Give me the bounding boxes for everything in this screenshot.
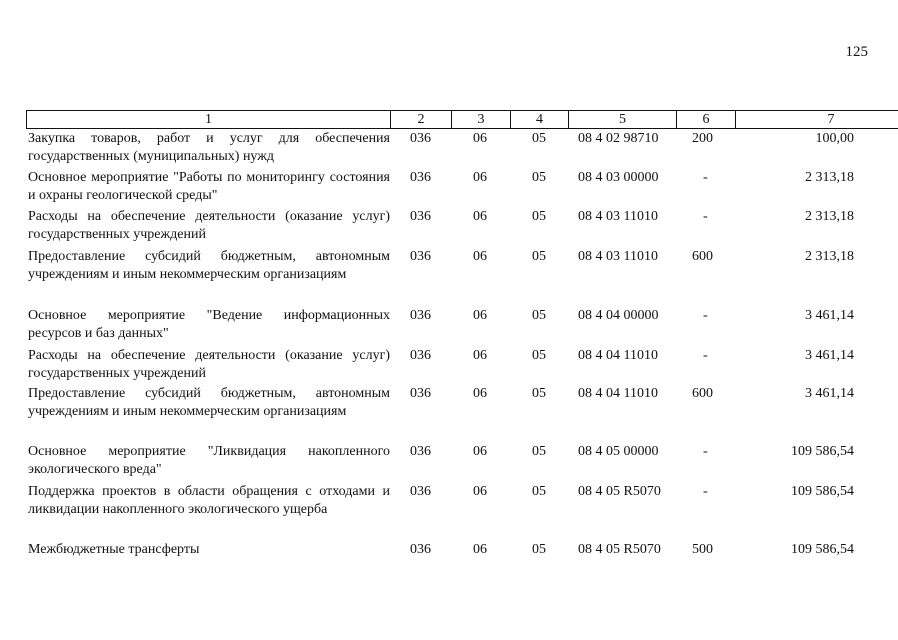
row-subsection: 05 xyxy=(532,308,546,323)
row-section: 06 xyxy=(473,444,487,459)
row-admin-code: 036 xyxy=(410,542,431,557)
row-subsection: 05 xyxy=(532,131,546,146)
row-subsection: 05 xyxy=(532,348,546,363)
header-col-4: 4 xyxy=(511,111,569,129)
row-section: 06 xyxy=(473,170,487,185)
row-amount: 109 586,54 xyxy=(791,444,854,459)
row-expense-type: 200 xyxy=(692,131,713,146)
row-expense-type: - xyxy=(703,348,708,363)
page-number: 125 xyxy=(845,44,868,60)
row-amount: 3 461,14 xyxy=(805,348,854,363)
row-subsection: 05 xyxy=(532,444,546,459)
row-name: Межбюджетные трансферты xyxy=(28,542,200,557)
row-name: Предоставление субсидий бюджетным, автономным учреждениям и иным некоммерческим организациям xyxy=(28,249,390,282)
row-target-code: 08 4 02 98710 xyxy=(578,131,659,146)
row-name: Расходы на обеспечение деятельности (оказание услуг) государственных учреждений xyxy=(28,209,390,242)
row-amount: 2 313,18 xyxy=(805,170,854,185)
row-amount: 100,00 xyxy=(815,131,854,146)
row-name: Основное мероприятие "Ликвидация накопленного экологического вреда" xyxy=(28,444,390,477)
row-expense-type: - xyxy=(703,444,708,459)
row-subsection: 05 xyxy=(532,542,546,557)
row-target-code: 08 4 03 11010 xyxy=(578,209,658,224)
header-col-1: 1 xyxy=(27,111,391,129)
row-admin-code: 036 xyxy=(410,386,431,401)
row-target-code: 08 4 04 00000 xyxy=(578,308,659,323)
row-section: 06 xyxy=(473,484,487,499)
row-section: 06 xyxy=(473,308,487,323)
row-subsection: 05 xyxy=(532,249,546,264)
row-section: 06 xyxy=(473,131,487,146)
row-target-code: 08 4 05 00000 xyxy=(578,444,659,459)
row-name: Основное мероприятие "Работы по мониторингу состояния и охраны геологической среды" xyxy=(28,170,390,203)
row-target-code: 08 4 04 11010 xyxy=(578,386,658,401)
row-amount: 109 586,54 xyxy=(791,542,854,557)
row-section: 06 xyxy=(473,348,487,363)
row-expense-type: 500 xyxy=(692,542,713,557)
row-expense-type: 600 xyxy=(692,386,713,401)
row-expense-type: - xyxy=(703,170,708,185)
row-admin-code: 036 xyxy=(410,308,431,323)
row-subsection: 05 xyxy=(532,386,546,401)
row-admin-code: 036 xyxy=(410,444,431,459)
row-expense-type: - xyxy=(703,209,708,224)
row-name: Расходы на обеспечение деятельности (оказание услуг) государственных учреждений xyxy=(28,348,390,381)
header-col-6: 6 xyxy=(677,111,736,129)
row-admin-code: 036 xyxy=(410,249,431,264)
row-admin-code: 036 xyxy=(410,348,431,363)
row-expense-type: - xyxy=(703,308,708,323)
row-section: 06 xyxy=(473,386,487,401)
header-col-2: 2 xyxy=(391,111,452,129)
row-target-code: 08 4 03 00000 xyxy=(578,170,659,185)
row-subsection: 05 xyxy=(532,484,546,499)
row-admin-code: 036 xyxy=(410,209,431,224)
row-target-code: 08 4 05 R5070 xyxy=(578,484,661,499)
row-amount: 109 586,54 xyxy=(791,484,854,499)
row-amount: 2 313,18 xyxy=(805,249,854,264)
row-name: Закупка товаров, работ и услуг для обеспечения государственных (муниципальных) нужд xyxy=(28,131,390,164)
row-section: 06 xyxy=(473,209,487,224)
header-col-7: 7 xyxy=(736,111,898,129)
row-section: 06 xyxy=(473,249,487,264)
row-admin-code: 036 xyxy=(410,170,431,185)
table-header xyxy=(26,110,898,129)
row-name: Основное мероприятие "Ведение информационных ресурсов и баз данных" xyxy=(28,308,390,341)
row-target-code: 08 4 04 11010 xyxy=(578,348,658,363)
row-target-code: 08 4 05 R5070 xyxy=(578,542,661,557)
row-name: Предоставление субсидий бюджетным, автономным учреждениям и иным некоммерческим организациям xyxy=(28,386,390,419)
row-admin-code: 036 xyxy=(410,131,431,146)
row-amount: 3 461,14 xyxy=(805,386,854,401)
header-col-5: 5 xyxy=(569,111,677,129)
row-expense-type: - xyxy=(703,484,708,499)
row-subsection: 05 xyxy=(532,209,546,224)
row-name: Поддержка проектов в области обращения с отходами и ликвидации накопленного экологического ущерба xyxy=(28,484,390,517)
row-amount: 2 313,18 xyxy=(805,209,854,224)
row-amount: 3 461,14 xyxy=(805,308,854,323)
row-target-code: 08 4 03 11010 xyxy=(578,249,658,264)
header-col-3: 3 xyxy=(452,111,511,129)
row-section: 06 xyxy=(473,542,487,557)
row-expense-type: 600 xyxy=(692,249,713,264)
row-admin-code: 036 xyxy=(410,484,431,499)
row-subsection: 05 xyxy=(532,170,546,185)
